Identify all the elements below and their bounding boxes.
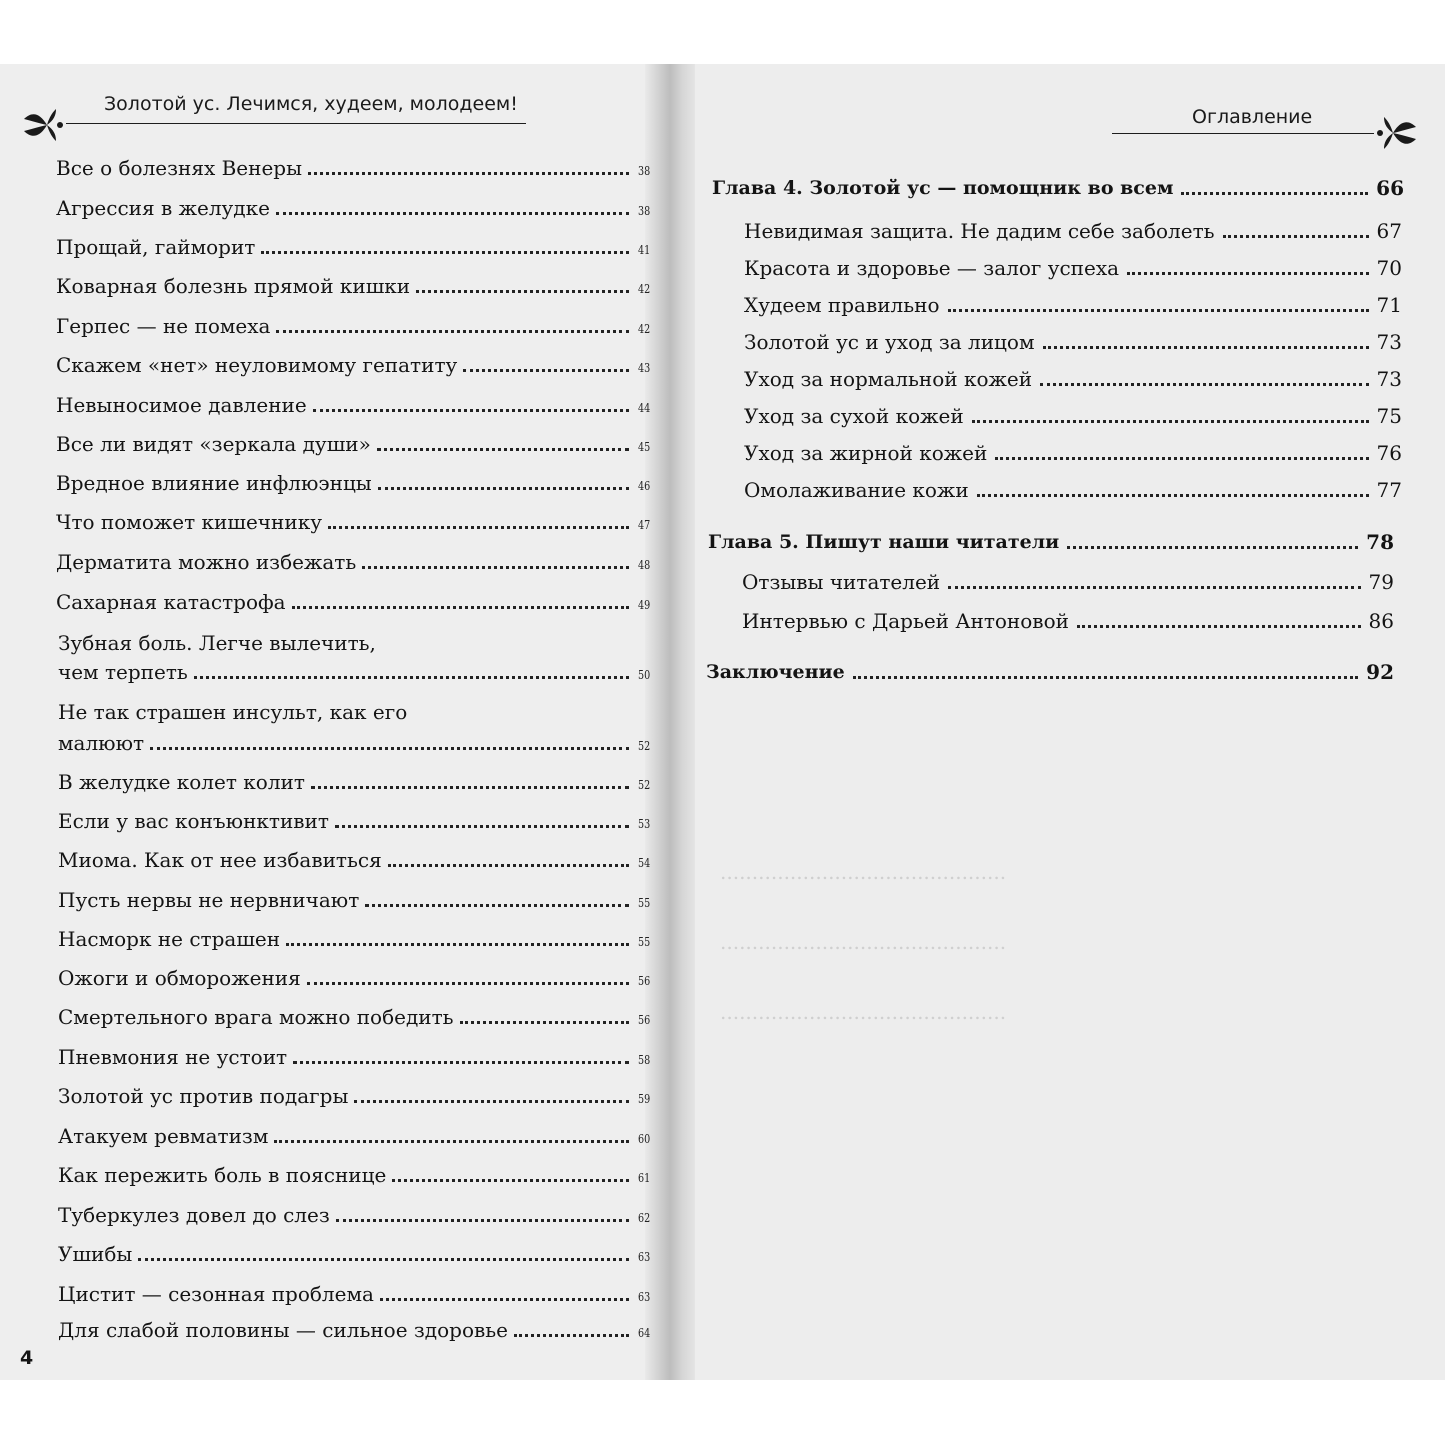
- dot-leader: [307, 982, 629, 985]
- toc-entry-title: Герпес — не помеха: [56, 314, 271, 338]
- toc-entry-page: 78: [1366, 530, 1394, 554]
- dot-leader: [194, 676, 629, 679]
- toc-entry-page: 63: [637, 1290, 650, 1304]
- toc-entry[interactable]: [58, 731, 650, 755]
- toc-entry[interactable]: [58, 809, 650, 833]
- toc-entry-page: 50: [637, 668, 650, 682]
- dot-leader: [416, 290, 629, 293]
- running-head-rule-right: [1112, 133, 1374, 134]
- toc-entry[interactable]: [744, 367, 1402, 391]
- toc-entry-title-line2: чем терпеть: [58, 660, 188, 684]
- toc-entry-title: Красота и здоровье — залог успеха: [744, 256, 1120, 280]
- toc-entry[interactable]: [58, 1318, 650, 1342]
- dot-leader: [1040, 383, 1369, 386]
- toc-entry-title: Смертельного врага можно победить: [58, 1005, 454, 1029]
- toc-entry-title: Коварная болезнь прямой кишки: [56, 274, 411, 298]
- dot-leader: [365, 904, 628, 907]
- toc-entry[interactable]: [58, 966, 650, 990]
- running-head-left: Золотой ус. Лечимся, худеем, молодеем!: [104, 93, 518, 115]
- dot-leader: [335, 825, 629, 828]
- toc-entry-page: 76: [1376, 441, 1402, 465]
- dot-leader: [293, 1061, 629, 1064]
- toc-entry-page: 42: [637, 322, 650, 336]
- book-gutter: [645, 64, 695, 1380]
- dot-leader: [354, 1100, 628, 1103]
- toc-entry-title: Как пережить боль в пояснице: [58, 1163, 387, 1187]
- dot-leader: [311, 786, 629, 789]
- toc-entry-page: 43: [637, 361, 650, 375]
- toc-entry-title: Сахарная катастрофа: [56, 590, 286, 614]
- toc-entry-title: Пневмония не устоит: [58, 1045, 288, 1069]
- fleuron-ornament-right: [1366, 113, 1420, 153]
- toc-entry-title: Ушибы: [58, 1242, 133, 1266]
- toc-conclusion-entry[interactable]: [706, 660, 1394, 684]
- toc-entry-page: 46: [637, 479, 650, 493]
- toc-entry-page: 71: [1376, 293, 1402, 317]
- toc-entry-page: 62: [637, 1211, 650, 1225]
- toc-entry-title: Уход за сухой кожей: [744, 404, 964, 428]
- toc-entry-title: Глава 4. Золотой ус — помощник во всем: [712, 177, 1174, 199]
- toc-entry-title: Для слабой половины — сильное здоровье: [58, 1318, 508, 1342]
- toc-entry[interactable]: [742, 570, 1394, 594]
- fleuron-ornament-left: [20, 105, 74, 145]
- dot-leader: [948, 586, 1360, 589]
- toc-entry-page: 38: [637, 204, 650, 218]
- toc-entry[interactable]: [58, 770, 650, 794]
- dot-leader: [995, 457, 1368, 460]
- toc-entry-page: 52: [637, 739, 650, 753]
- dot-leader: [138, 1258, 628, 1261]
- toc-entry[interactable]: [58, 1163, 650, 1187]
- toc-entry-page: 61: [637, 1171, 650, 1185]
- toc-entry[interactable]: [56, 156, 650, 180]
- toc-entry-title: Отзывы читателей: [742, 570, 941, 594]
- dot-leader: [274, 1140, 628, 1143]
- toc-entry-title-line2: малюют: [58, 731, 145, 755]
- bleed-through-text: .............................................: [720, 860, 1007, 884]
- toc-entry-page: 49: [637, 598, 650, 612]
- toc-entry-page: 59: [637, 1092, 650, 1106]
- toc-entry[interactable]: [58, 1045, 650, 1069]
- toc-entry[interactable]: [56, 471, 650, 495]
- toc-entry[interactable]: [744, 293, 1402, 317]
- toc-entry[interactable]: [744, 441, 1402, 465]
- toc-entry[interactable]: [744, 404, 1402, 428]
- toc-entry-title: Вредное влияние инфлюэнцы: [56, 471, 372, 495]
- dot-leader: [392, 1179, 628, 1182]
- toc-entry-page: 79: [1368, 570, 1394, 594]
- toc-entry[interactable]: [742, 609, 1394, 633]
- toc-entry[interactable]: [56, 590, 650, 614]
- dot-leader: [977, 494, 1369, 497]
- toc-entry-page: 73: [1376, 330, 1402, 354]
- toc-entry-title: Все о болезнях Венеры: [56, 156, 303, 180]
- running-head-right: Оглавление: [1192, 106, 1313, 128]
- toc-entry-page: 56: [637, 1013, 650, 1027]
- running-head-rule-left: [66, 123, 526, 124]
- toc-entry-title: Насморк не страшен: [58, 927, 281, 951]
- dot-leader: [286, 943, 629, 946]
- bleed-through-text: .............................................: [720, 930, 1007, 954]
- toc-entry-title: Что поможет кишечнику: [56, 510, 322, 534]
- toc-entry[interactable]: [744, 219, 1402, 243]
- toc-entry-title: Невидимая защита. Не дадим себе заболеть: [744, 219, 1215, 243]
- dot-leader: [378, 487, 629, 490]
- toc-entry-title: Золотой ус против подагры: [58, 1084, 349, 1108]
- toc-entry[interactable]: [58, 888, 650, 912]
- toc-entry[interactable]: [58, 660, 650, 684]
- toc-entry[interactable]: [58, 848, 650, 872]
- toc-entry-page: 55: [637, 896, 650, 910]
- dot-leader: [362, 566, 628, 569]
- toc-entry-page: 66: [1376, 176, 1404, 200]
- toc-entry-page: 41: [637, 243, 650, 257]
- toc-entry-title: Цистит — сезонная проблема: [58, 1282, 374, 1306]
- toc-entry-page: 45: [637, 440, 650, 454]
- dot-leader: [1127, 272, 1369, 275]
- toc-entry-page: 56: [637, 974, 650, 988]
- dot-leader: [308, 172, 629, 175]
- dot-leader: [972, 420, 1369, 423]
- toc-entry-page: 77: [1376, 478, 1402, 502]
- dot-leader: [336, 1219, 629, 1222]
- toc-entry[interactable]: [56, 353, 650, 377]
- toc-entry[interactable]: [58, 1203, 650, 1227]
- dot-leader: [150, 747, 629, 750]
- toc-entry[interactable]: [56, 510, 650, 534]
- dot-leader: [948, 309, 1369, 312]
- toc-chapter-entry[interactable]: [708, 530, 1394, 554]
- toc-entry-title-line1: Зубная боль. Легче вылечить,: [58, 631, 376, 655]
- toc-entry-title: Пусть нервы не нервничают: [58, 888, 360, 912]
- toc-entry[interactable]: [744, 256, 1402, 280]
- dot-leader: [388, 864, 629, 867]
- dot-leader: [1181, 192, 1368, 195]
- toc-entry-title: Уход за нормальной кожей: [744, 367, 1033, 391]
- toc-entry-title: Интервью с Дарьей Антоновой: [742, 609, 1069, 633]
- toc-entry[interactable]: [744, 330, 1402, 354]
- toc-entry[interactable]: [56, 235, 650, 259]
- toc-entry[interactable]: [58, 1282, 650, 1306]
- toc-entry-title: Омолаживание кожи: [744, 478, 969, 502]
- toc-entry-page: 47: [637, 518, 650, 532]
- toc-entry-page: 38: [637, 164, 650, 178]
- bleed-through-text: .............................................: [720, 1000, 1007, 1024]
- toc-entry-title: Скажем «нет» неуловимому гепатиту: [56, 353, 458, 377]
- toc-entry[interactable]: [56, 393, 650, 417]
- toc-entry-page: 60: [637, 1132, 650, 1146]
- toc-entry[interactable]: [744, 478, 1402, 502]
- toc-entry-page: 48: [637, 558, 650, 572]
- toc-entry[interactable]: [58, 1242, 650, 1266]
- dot-leader: [328, 526, 629, 529]
- toc-entry-title: Миома. Как от нее избавиться: [58, 848, 382, 872]
- toc-entry-page: 75: [1376, 404, 1402, 428]
- toc-entry-title: Глава 5. Пишут наши читатели: [708, 531, 1060, 553]
- toc-entry-page: 54: [637, 856, 650, 870]
- toc-entry[interactable]: [58, 1084, 650, 1108]
- dot-leader: [261, 251, 628, 254]
- toc-entry-title: Худеем правильно: [744, 293, 940, 317]
- toc-entry-page: 70: [1376, 256, 1402, 280]
- dot-leader: [276, 330, 628, 333]
- toc-entry[interactable]: [56, 274, 650, 298]
- toc-entry[interactable]: [56, 196, 650, 220]
- toc-entry-page: 42: [637, 282, 650, 296]
- dot-leader: [1043, 346, 1369, 349]
- toc-entry-page: 86: [1368, 609, 1394, 633]
- dot-leader: [377, 448, 629, 451]
- toc-entry-page: 53: [637, 817, 650, 831]
- dot-leader: [313, 409, 629, 412]
- toc-entry-title: Агрессия в желудке: [56, 196, 270, 220]
- dot-leader: [1077, 625, 1361, 628]
- toc-entry-title: Уход за жирной кожей: [744, 441, 988, 465]
- toc-entry-title: Атакуем ревматизм: [58, 1124, 269, 1148]
- dot-leader: [276, 212, 629, 215]
- toc-entry-page: 55: [637, 935, 650, 949]
- page-number: 4: [20, 1347, 34, 1369]
- toc-entry-page: 63: [637, 1250, 650, 1264]
- dot-leader: [853, 676, 1358, 679]
- toc-entry-page: 58: [637, 1053, 650, 1067]
- toc-entry-page: 64: [637, 1326, 650, 1340]
- toc-entry[interactable]: [58, 1124, 650, 1148]
- toc-entry-title: В желудке колет колит: [58, 770, 305, 794]
- toc-entry-page: 73: [1376, 367, 1402, 391]
- toc-entry[interactable]: [58, 1005, 650, 1029]
- toc-entry[interactable]: [56, 550, 650, 574]
- toc-entry-title-line1: Не так страшен инсульт, как его: [58, 700, 408, 724]
- dot-leader: [463, 369, 628, 372]
- toc-entry-title: Золотой ус и уход за лицом: [744, 330, 1035, 354]
- toc-entry[interactable]: [58, 927, 650, 951]
- toc-entry-page: 92: [1366, 660, 1394, 684]
- toc-entry-title: Заключение: [706, 661, 845, 683]
- toc-entry-title: Все ли видят «зеркала души»: [56, 432, 371, 456]
- dot-leader: [1067, 546, 1358, 549]
- dot-leader: [514, 1334, 629, 1337]
- toc-entry[interactable]: [56, 314, 650, 338]
- dot-leader: [380, 1298, 629, 1301]
- dot-leader: [292, 606, 629, 609]
- toc-entry-page: 67: [1376, 219, 1402, 243]
- toc-entry-page: 52: [637, 778, 650, 792]
- toc-entry-title: Если у вас конъюнктивит: [58, 809, 329, 833]
- toc-entry-title: Невыносимое давление: [56, 393, 307, 417]
- toc-chapter-entry[interactable]: [712, 176, 1404, 200]
- toc-entry[interactable]: [56, 432, 650, 456]
- toc-entry-page: 44: [637, 401, 650, 415]
- dot-leader: [1223, 235, 1369, 238]
- dot-leader: [460, 1021, 629, 1024]
- toc-entry-title: Туберкулез довел до слез: [58, 1203, 330, 1227]
- toc-entry-title: Дерматита можно избежать: [56, 550, 357, 574]
- toc-entry-title: Прощай, гайморит: [56, 235, 256, 259]
- toc-entry-title: Ожоги и обморожения: [58, 966, 301, 990]
